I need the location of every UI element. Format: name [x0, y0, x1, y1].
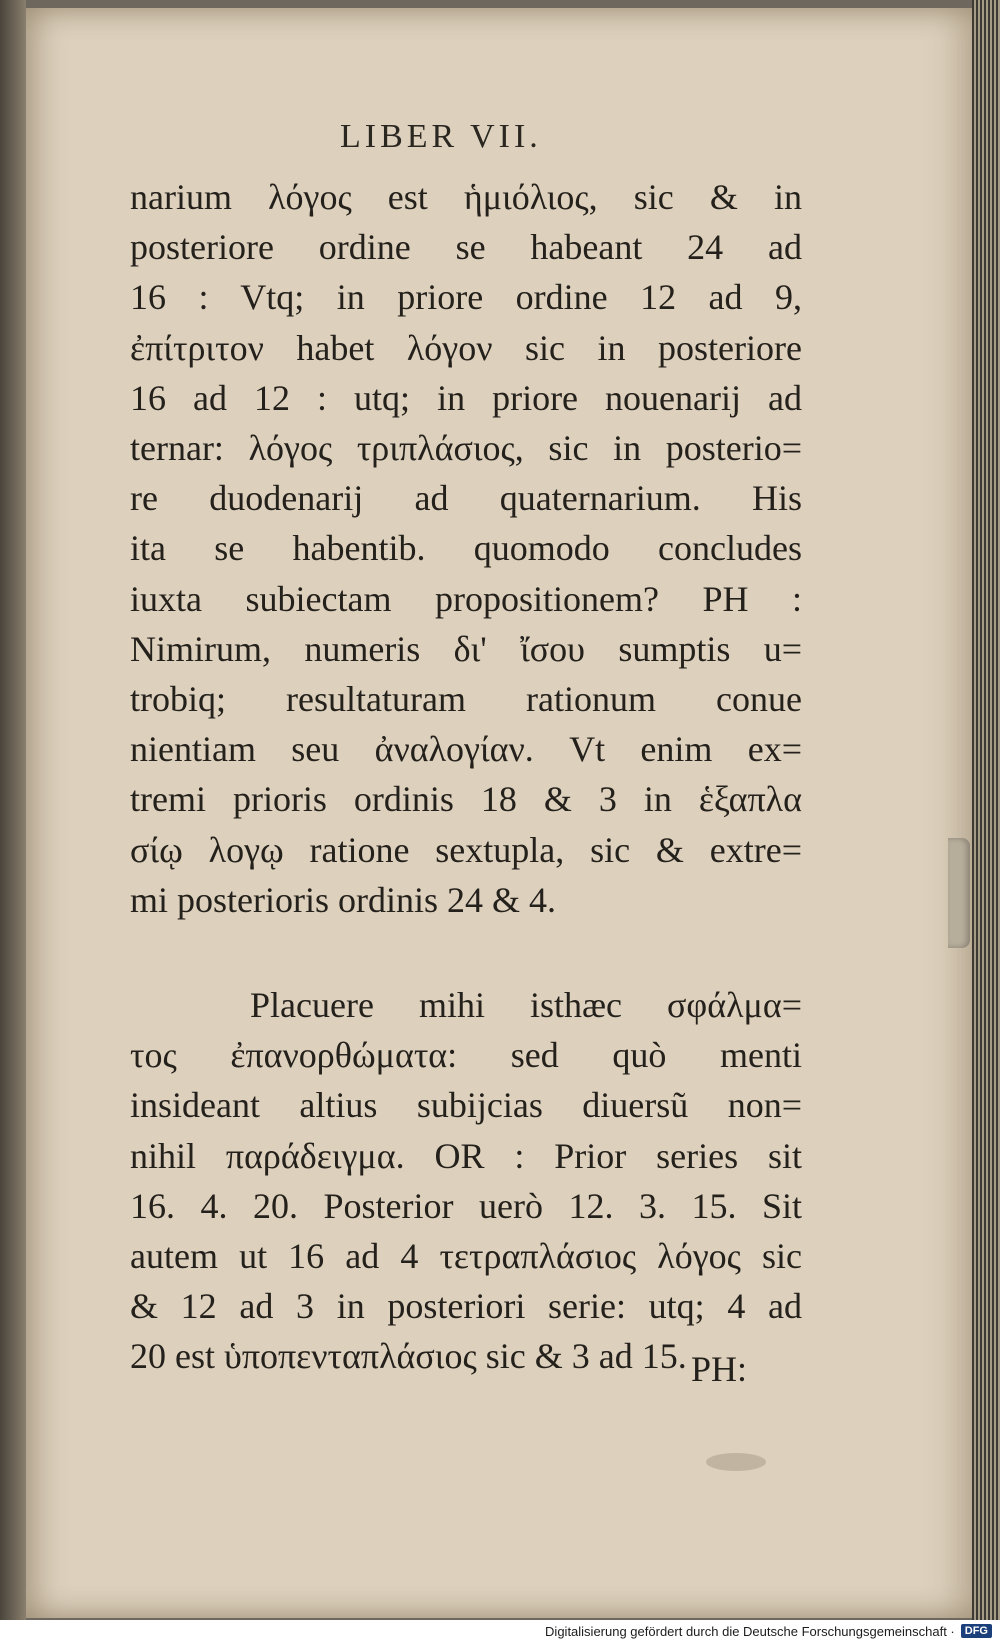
text-line: 16 : Vtq; in priore ordine 12 ad 9,	[130, 277, 802, 318]
text-line: nientiam seu ἀναλογίαν. Vt enim ex=	[130, 729, 802, 770]
catchword: PH:	[691, 1349, 748, 1389]
paragraph-2	[130, 980, 802, 1382]
text-line: iuxta subiectam propositionem? PH :	[130, 578, 802, 619]
book-page	[26, 8, 976, 1618]
dfg-logo: DFG	[961, 1624, 992, 1638]
body-text	[130, 172, 802, 1382]
running-head: LIBER VII.	[340, 118, 542, 155]
text-line: insideant altius subijcias diuersũ non=	[130, 1085, 802, 1126]
text-line: tremi prioris ordinis 18 & 3 in ἑξαπλα	[130, 779, 802, 820]
book-gutter	[0, 0, 26, 1642]
text-line: mi posterioris ordinis 24 & 4.	[130, 879, 556, 920]
text-line: ἐπίτριτον habet λόγον sic in posteriore	[130, 327, 802, 368]
text-line: autem ut 16 ad 4 τετραπλάσιος λόγος sic	[130, 1236, 802, 1277]
text-line: narium λόγος est ἡμιόλιος, sic & in	[130, 177, 802, 217]
text-line: trobiq; resultaturam rationum conue	[130, 679, 802, 720]
text-line: 20 est ὑποπενταπλάσιος sic & 3 ad 15.	[130, 1336, 687, 1377]
text-line: & 12 ad 3 in posteriori serie: utq; 4 ad	[130, 1286, 802, 1327]
text-line: Nimirum, numeris δι' ἴσου sumptis u=	[130, 628, 802, 669]
text-line: posteriore ordine se habeant 24 ad	[130, 227, 802, 268]
text-line: Placuere mihi isthæc σφάλμα=	[250, 985, 802, 1026]
text-line: re duodenarij ad quaternarium. His	[130, 478, 802, 519]
paper-stain	[706, 1453, 766, 1471]
text-line: nihil παράδειγμα. OR : Prior series sit	[130, 1135, 802, 1176]
page-tab-marker	[948, 838, 970, 948]
digitization-footer	[0, 1620, 1000, 1642]
text-line: ita se habentib. quomodo concludes	[130, 528, 802, 569]
text-line: τος ἐπανορθώματα: sed quò menti	[130, 1035, 802, 1076]
text-line: ternar: λόγος τριπλάσιος, sic in posterio=	[130, 428, 802, 469]
page-edges	[972, 0, 1000, 1642]
paragraph-1	[130, 172, 802, 925]
footer-credit: Digitalisierung gefördert durch die Deutsche Forschungsgemeinschaft ·	[545, 1623, 955, 1639]
text-line: σίῳ λογῳ ratione sextupla, sic & extre=	[130, 829, 802, 870]
text-line: 16. 4. 20. Posterior uerò 12. 3. 15. Sit	[130, 1185, 802, 1226]
text-line: 16 ad 12 : utq; in priore nouenarij ad	[130, 377, 802, 418]
